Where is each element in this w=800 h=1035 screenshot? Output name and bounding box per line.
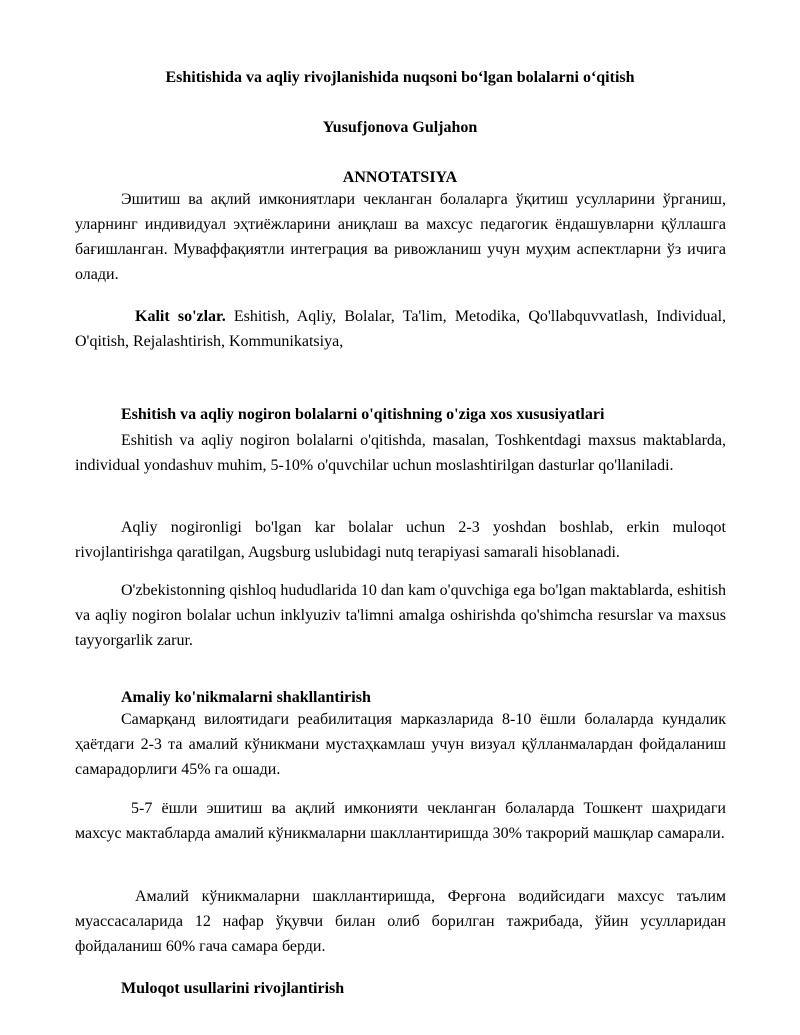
- section-heading-1: Eshitish va aqliy nogiron bolalarni o'qitishning o'ziga xos xususiyatlari: [121, 406, 605, 423]
- keywords-text: Eshitish, Aqliy, Bolalar, Ta'lim, Metodika, Qo'llabquvvatlash, Individual, O'qitish, Rejalashtirish, Kommunikatsiya,: [75, 308, 727, 350]
- section2-paragraph-1: Самарқанд вилоятидаги реабилитация марказларида 8-10 ёшли болаларда кундалик ҳаётдаги 2-3 та амалий кўникмани мустаҳкамлаш учун визуал қўлланмалардан фойдаланиш самарадорлиги 45% га ошади.: [75, 711, 726, 778]
- keywords-paragraph: [75, 304, 726, 354]
- section2-paragraph-3: Амалий кўникмаларни шакллантиришда, Ферғона водийсидаги махсус таълим муассасаларида 12 нафар ўқувчи билан олиб борилган тажрибада, ўйин усулларидан фойдаланиш 60% гача самара берди.: [75, 888, 726, 955]
- section-heading-2: Amaliy ko'nikmalarni shakllantirish: [121, 689, 371, 706]
- document-title: Eshitishida va aqliy rivojlanishida nuqsoni bo‘lgan bolalarni o‘qitish: [165, 69, 635, 86]
- annotation-text: Эшитиш ва ақлий имкониятлари чекланган болаларга ўқитиш усулларини ўрганиш, уларнинг индивидуал эҳтиёжларини аниқлаш ва махсус педагогик ёндашувларни қўллашга бағишланган. Муваффақиятли интеграция ва ривожланиш учун муҳим аспектларни ўз ичига олади.: [75, 191, 726, 283]
- section2-paragraph-2: 5-7 ёшли эшитиш ва ақлий имконияти чекланган болаларда Тошкент шаҳридаги махсус мактабларда амалий кўникмаларни шакллантиришда 30% такрорий машқлар самарали.: [75, 800, 726, 842]
- section1-paragraph-3: O'zbekistonning qishloq hududlarida 10 dan kam o'quvchiga ega bo'lgan maktablarda, eshitish va aqliy nogiron bolalar uchun inklyuziv ta'limni amalga oshirishda qo'shimcha resurslar va maxsus tayyorgarlik zarur.: [75, 582, 726, 649]
- section1-paragraph-1: Eshitish va aqliy nogiron bolalarni o'qitishda, masalan, Toshkentdagi maxsus maktablarda, individual yondashuv muhim, 5-10% o'quvchilar uchun moslashtirilgan dasturlar qo'llaniladi.: [75, 432, 726, 474]
- section1-paragraph-2: Aqliy nogironligi bo'lgan kar bolalar uchun 2-3 yoshdan boshlab, erkin muloqot rivojlantirishga qaratilgan, Augsburg uslubidagi nutq terapiyasi samarali hisoblanadi.: [75, 519, 726, 561]
- author-name: Yusufjonova Guljahon: [322, 119, 478, 136]
- section-heading-3: Muloqot usullarini rivojlantirish: [121, 980, 345, 997]
- keywords-label: Kalit so'zlar.: [135, 308, 226, 325]
- annotation-heading: ANNOTATSIYA: [342, 169, 458, 186]
